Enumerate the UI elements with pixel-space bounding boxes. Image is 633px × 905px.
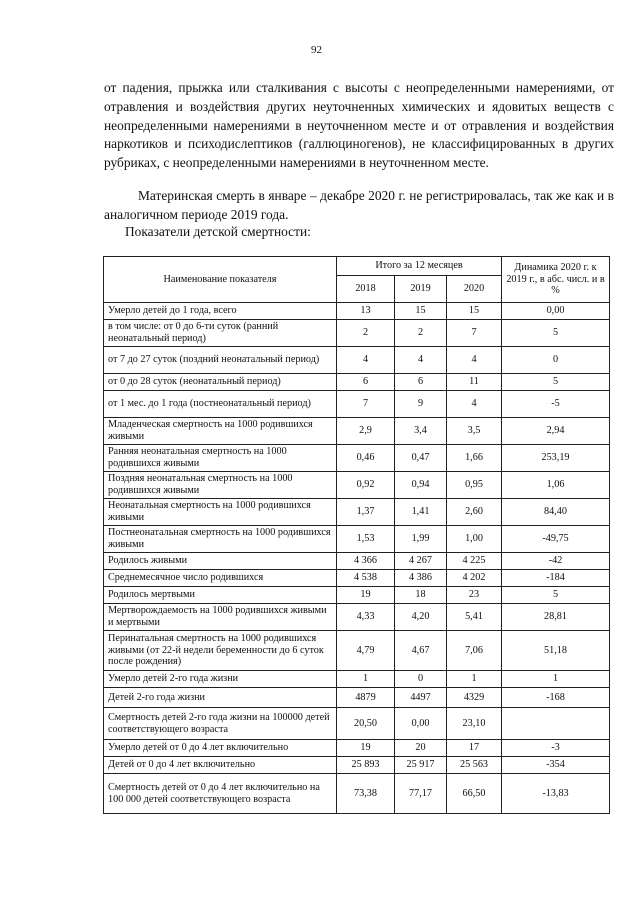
dynamics-cell: -42 [502, 553, 610, 570]
indicator-cell: Родилось мертвыми [104, 587, 337, 604]
value-2018-cell: 19 [337, 587, 395, 604]
table-row [104, 570, 610, 587]
value-2019-cell: 20 [395, 740, 447, 757]
value-2020-cell: 1,66 [447, 445, 502, 472]
dynamics-cell: -3 [502, 740, 610, 757]
dynamics-cell: -184 [502, 570, 610, 587]
value-2018-cell: 0,92 [337, 472, 395, 499]
dynamics-cell: 0,00 [502, 303, 610, 320]
table-row [104, 499, 610, 526]
value-2020-cell: 3,5 [447, 418, 502, 445]
value-2020-cell: 11 [447, 374, 502, 391]
value-2018-cell: 73,38 [337, 774, 395, 814]
value-2019-cell: 3,4 [395, 418, 447, 445]
table-row [104, 418, 610, 445]
header-12-months: Итого за 12 месяцев [337, 257, 502, 276]
dynamics-cell: 1,06 [502, 472, 610, 499]
table-body [104, 303, 610, 814]
table-row [104, 587, 610, 604]
indicator-cell: Умерло детей 2-го года жизни [104, 671, 337, 688]
value-2020-cell: 4 202 [447, 570, 502, 587]
value-2018-cell: 0,46 [337, 445, 395, 472]
body-paragraph-1: от падения, прыжка или сталкивания с высоты с неопределенными намерениями, от отравления и воздействия других неуточненных химических и ядовитых веществ с неопределенными намерениями в неуточненном месте и от отравления и воздействия наркотиков и психодислептиков (галлюциногенов), не классифицированных в других рубриках, с неопределенными намерениями в неуточненном месте. [104, 80, 614, 170]
value-2018-cell: 4879 [337, 688, 395, 708]
table-row [104, 708, 610, 740]
value-2020-cell: 23 [447, 587, 502, 604]
indicator-cell: Умерло детей до 1 года, всего [104, 303, 337, 320]
value-2018-cell: 4 366 [337, 553, 395, 570]
dynamics-cell: 2,94 [502, 418, 610, 445]
indicator-cell: Смертность детей от 0 до 4 лет включительно на 100 000 детей соответствующего возраста [104, 774, 337, 814]
value-2019-cell: 18 [395, 587, 447, 604]
indicator-cell: Неонатальная смертность на 1000 родившихся живыми [104, 499, 337, 526]
value-2018-cell: 1,53 [337, 526, 395, 553]
value-2020-cell: 4329 [447, 688, 502, 708]
indicator-cell: Среднемесячное число родившихся [104, 570, 337, 587]
value-2018-cell: 6 [337, 374, 395, 391]
dynamics-cell [502, 708, 610, 740]
indicator-cell: Поздняя неонатальная смертность на 1000 родившихся живыми [104, 472, 337, 499]
value-2019-cell: 4 386 [395, 570, 447, 587]
value-2020-cell: 17 [447, 740, 502, 757]
value-2019-cell: 9 [395, 391, 447, 418]
dynamics-cell: 5 [502, 320, 610, 347]
indicator-cell: Постнеонатальная смертность на 1000 родившихся живыми [104, 526, 337, 553]
table-row [104, 671, 610, 688]
value-2019-cell: 15 [395, 303, 447, 320]
section-heading: Показатели детской смертности: [125, 224, 311, 239]
indicator-cell: от 1 мес. до 1 года (постнеонатальный период) [104, 391, 337, 418]
value-2020-cell: 7 [447, 320, 502, 347]
dynamics-cell: -13,83 [502, 774, 610, 814]
value-2020-cell: 66,50 [447, 774, 502, 814]
value-2018-cell: 13 [337, 303, 395, 320]
table-row [104, 604, 610, 631]
value-2018-cell: 25 893 [337, 757, 395, 774]
value-2020-cell: 0,95 [447, 472, 502, 499]
table-row [104, 757, 610, 774]
dynamics-cell: 28,81 [502, 604, 610, 631]
indicator-cell: Мертворождаемость на 1000 родившихся живыми и мертвыми [104, 604, 337, 631]
value-2019-cell: 4 [395, 347, 447, 374]
value-2018-cell: 19 [337, 740, 395, 757]
header-year-2020: 2020 [447, 276, 502, 303]
dynamics-cell: -354 [502, 757, 610, 774]
table-row [104, 688, 610, 708]
header-indicator-name: Наименование показателя [104, 257, 337, 303]
value-2019-cell: 0 [395, 671, 447, 688]
value-2020-cell: 1 [447, 671, 502, 688]
header-dynamics: Динамика 2020 г. к 2019 г., в абс. числ. и в % [502, 257, 610, 303]
value-2019-cell: 4 267 [395, 553, 447, 570]
value-2019-cell: 0,94 [395, 472, 447, 499]
dynamics-cell: -49,75 [502, 526, 610, 553]
dynamics-cell: -168 [502, 688, 610, 708]
dynamics-cell: 0 [502, 347, 610, 374]
table-row [104, 526, 610, 553]
indicator-cell: в том числе: от 0 до 6-ти суток (ранний неонатальный период) [104, 320, 337, 347]
table-row [104, 374, 610, 391]
value-2018-cell: 4 [337, 347, 395, 374]
value-2019-cell: 4,20 [395, 604, 447, 631]
table-row [104, 740, 610, 757]
value-2019-cell: 1,41 [395, 499, 447, 526]
table-row [104, 320, 610, 347]
value-2018-cell: 7 [337, 391, 395, 418]
value-2020-cell: 25 563 [447, 757, 502, 774]
dynamics-cell: 5 [502, 374, 610, 391]
value-2019-cell: 0,47 [395, 445, 447, 472]
indicator-cell: Младенческая смертность на 1000 родившихся живыми [104, 418, 337, 445]
header-year-2019: 2019 [395, 276, 447, 303]
indicator-cell: Смертность детей 2-го года жизни на 100000 детей соответствующего возраста [104, 708, 337, 740]
page-number: 92 [311, 44, 322, 56]
value-2020-cell: 7,06 [447, 631, 502, 671]
value-2019-cell: 1,99 [395, 526, 447, 553]
table-row [104, 631, 610, 671]
value-2020-cell: 5,41 [447, 604, 502, 631]
indicator-cell: от 0 до 28 суток (неонатальный период) [104, 374, 337, 391]
value-2018-cell: 4 538 [337, 570, 395, 587]
table-row [104, 553, 610, 570]
header-year-2018: 2018 [337, 276, 395, 303]
value-2018-cell: 20,50 [337, 708, 395, 740]
table-row [104, 445, 610, 472]
value-2018-cell: 2,9 [337, 418, 395, 445]
table-row [104, 774, 610, 814]
dynamics-cell: 5 [502, 587, 610, 604]
indicator-cell: Умерло детей от 0 до 4 лет включительно [104, 740, 337, 757]
value-2019-cell: 2 [395, 320, 447, 347]
value-2019-cell: 4497 [395, 688, 447, 708]
value-2019-cell: 0,00 [395, 708, 447, 740]
dynamics-cell: 84,40 [502, 499, 610, 526]
table-row [104, 303, 610, 320]
indicator-cell: Перинатальная смертность на 1000 родившихся живыми (от 22-й недели беременности до 6 суток после рождения) [104, 631, 337, 671]
value-2020-cell: 4 [447, 391, 502, 418]
indicator-cell: Родилось живыми [104, 553, 337, 570]
value-2019-cell: 4,67 [395, 631, 447, 671]
child-mortality-table [103, 256, 610, 814]
value-2018-cell: 1 [337, 671, 395, 688]
value-2019-cell: 77,17 [395, 774, 447, 814]
value-2020-cell: 2,60 [447, 499, 502, 526]
value-2018-cell: 4,33 [337, 604, 395, 631]
dynamics-cell: -5 [502, 391, 610, 418]
value-2020-cell: 23,10 [447, 708, 502, 740]
indicator-cell: Ранняя неонатальная смертность на 1000 родившихся живыми [104, 445, 337, 472]
value-2018-cell: 2 [337, 320, 395, 347]
table-row [104, 347, 610, 374]
indicator-cell: от 7 до 27 суток (поздний неонатальный период) [104, 347, 337, 374]
indicator-cell: Детей 2-го года жизни [104, 688, 337, 708]
dynamics-cell: 253,19 [502, 445, 610, 472]
value-2020-cell: 15 [447, 303, 502, 320]
value-2020-cell: 1,00 [447, 526, 502, 553]
body-paragraph-2: Материнская смерть в январе – декабре 2020 г. не регистрировалась, так же как и в аналогичном периоде 2019 года. [104, 188, 614, 222]
value-2020-cell: 4 225 [447, 553, 502, 570]
value-2018-cell: 4,79 [337, 631, 395, 671]
table-row [104, 391, 610, 418]
indicator-cell: Детей от 0 до 4 лет включительно [104, 757, 337, 774]
value-2019-cell: 25 917 [395, 757, 447, 774]
value-2020-cell: 4 [447, 347, 502, 374]
table-row [104, 472, 610, 499]
dynamics-cell: 51,18 [502, 631, 610, 671]
value-2018-cell: 1,37 [337, 499, 395, 526]
dynamics-cell: 1 [502, 671, 610, 688]
value-2019-cell: 6 [395, 374, 447, 391]
